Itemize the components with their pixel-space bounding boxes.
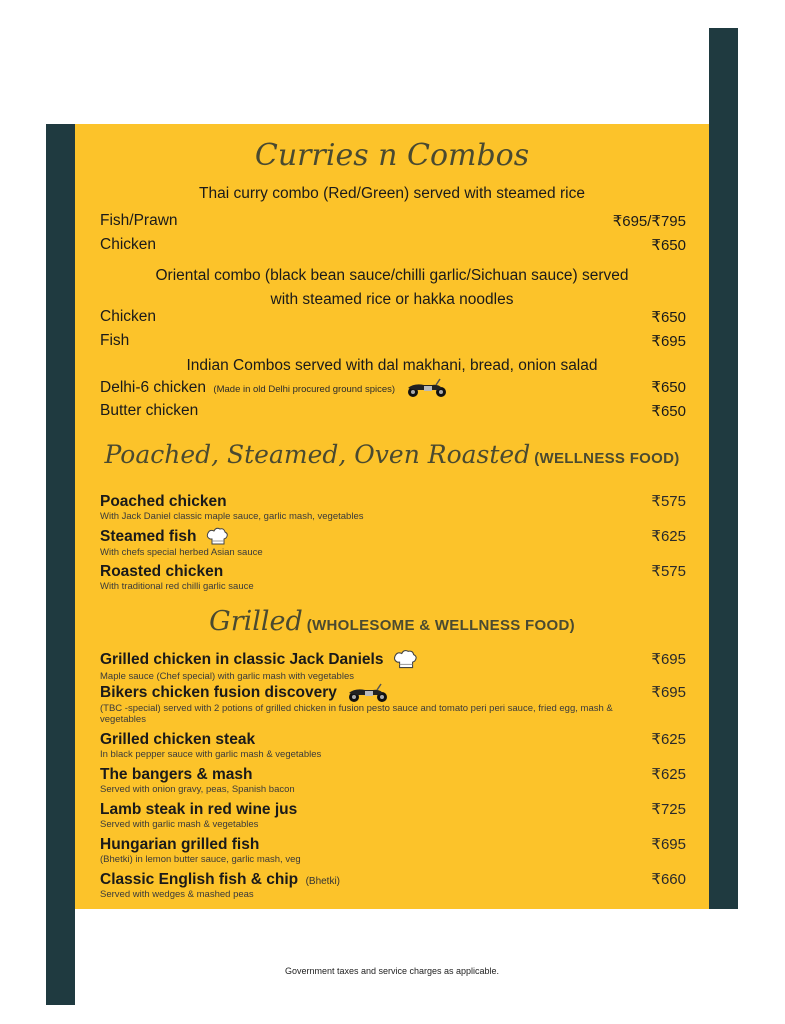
oriental-combo-header-line1: Oriental combo (black bean sauce/chilli garlic/Sichuan sauce) served <box>155 267 629 284</box>
item-name: Steamed fish <box>100 528 197 546</box>
item-price: ₹650 <box>651 403 686 420</box>
chef-hat-icon <box>392 649 418 671</box>
menu-row <box>100 212 686 230</box>
item-name: Bikers chicken fusion discovery <box>100 684 337 702</box>
item-description: With traditional red chilli garlic sauce <box>100 581 254 592</box>
item-price: ₹625 <box>651 528 686 546</box>
decorative-bar-left <box>46 124 75 1005</box>
item-price: ₹650 <box>651 379 686 396</box>
menu-row <box>100 378 686 398</box>
menu-item <box>100 800 686 830</box>
item-name-group <box>100 683 391 703</box>
item-description: (TBC -special) served with 2 potions of grilled chicken in fusion pesto sauce and tomato peri peri sauce, fried egg, mash & vegetables <box>100 703 613 725</box>
item-note: (Made in old Delhi procured ground spices) <box>213 384 396 396</box>
menu-item <box>100 870 686 900</box>
item-price: ₹695 <box>651 684 686 702</box>
menu-item <box>100 683 686 725</box>
item-price: ₹695 <box>651 836 686 853</box>
chef-hat-icon <box>205 527 229 547</box>
section-title-grilled <box>75 606 709 637</box>
oriental-combo-header-line2: with steamed rice or hakka noodles <box>270 291 514 308</box>
item-price: ₹650 <box>651 309 686 326</box>
item-name: Delhi-6 chicken <box>100 379 206 397</box>
item-price: ₹625 <box>651 766 686 783</box>
item-description: Maple sauce (Chef special) with garlic mash with vegetables <box>100 671 354 682</box>
item-description: With chefs special herbed Asian sauce <box>100 547 263 558</box>
section-title-text: Grilled <box>209 606 303 637</box>
item-name-group <box>100 649 418 671</box>
indian-combo-header: Indian Combos served with dal makhani, bread, onion salad <box>186 357 598 374</box>
menu-item <box>100 492 686 522</box>
menu-row <box>100 236 686 254</box>
item-price: ₹575 <box>651 493 686 510</box>
item-name: Fish <box>100 332 130 349</box>
item-price: ₹725 <box>651 801 686 818</box>
item-name: Hungarian grilled fish <box>100 836 260 853</box>
item-price: ₹660 <box>651 871 686 888</box>
menu-row <box>100 332 686 350</box>
section-subtitle: (WHOLESOME & WELLNESS FOOD) <box>306 617 575 634</box>
motorcycle-icon <box>345 683 391 703</box>
item-name: Butter chicken <box>100 402 199 419</box>
item-description: Served with wedges & mashed peas <box>100 889 254 900</box>
item-name: The bangers & mash <box>100 766 253 783</box>
motorcycle-icon <box>404 378 450 398</box>
menu-item <box>100 835 686 865</box>
section-title-text: Poached, Steamed, Oven Roasted <box>104 440 531 469</box>
menu-item <box>100 765 686 795</box>
footer-disclaimer: Government taxes and service charges as applicable. <box>284 966 500 976</box>
menu-item <box>100 527 686 558</box>
item-name-group <box>100 871 340 889</box>
item-price: ₹650 <box>651 237 686 254</box>
item-name: Grilled chicken steak <box>100 731 256 748</box>
menu-row <box>100 308 686 326</box>
decorative-bar-right <box>709 28 738 909</box>
menu-item <box>100 730 686 760</box>
menu-row <box>100 402 686 420</box>
item-price: ₹695 <box>651 651 686 669</box>
item-name: Chicken <box>100 308 156 325</box>
item-name: Roasted chicken <box>100 563 224 580</box>
section-title-text: Curries n Combos <box>254 138 530 173</box>
item-name: Fish/Prawn <box>100 212 178 229</box>
item-name: Grilled chicken in classic Jack Daniels <box>100 651 384 669</box>
item-name: Lamb steak in red wine jus <box>100 801 298 818</box>
item-price: ₹625 <box>651 731 686 748</box>
menu-item <box>100 649 686 682</box>
item-name: Poached chicken <box>100 493 227 510</box>
item-price: ₹695 <box>651 333 686 350</box>
item-name: Chicken <box>100 236 156 253</box>
section-title-curries <box>75 138 709 173</box>
item-description: In black pepper sauce with garlic mash & vegetables <box>100 749 322 760</box>
menu-panel <box>75 124 709 909</box>
item-name-group <box>100 378 450 398</box>
thai-combo-header: Thai curry combo (Red/Green) served with steamed rice <box>199 185 585 202</box>
item-description: With Jack Daniel classic maple sauce, garlic mash, vegetables <box>100 511 364 522</box>
item-name: Classic English fish & chip <box>100 871 299 888</box>
item-description: (Bhetki) in lemon butter sauce, garlic mash, veg <box>100 854 301 865</box>
item-price: ₹575 <box>651 563 686 580</box>
menu-item <box>100 562 686 592</box>
section-title-wellness <box>75 440 709 469</box>
item-name-group <box>100 527 229 547</box>
item-price: ₹695/₹795 <box>612 213 686 230</box>
item-description: Served with garlic mash & vegetables <box>100 819 259 830</box>
section-subtitle: (WELLNESS FOOD) <box>534 450 680 467</box>
item-note: (Bhetki) <box>305 876 341 887</box>
item-description: Served with onion gravy, peas, Spanish bacon <box>100 784 295 795</box>
